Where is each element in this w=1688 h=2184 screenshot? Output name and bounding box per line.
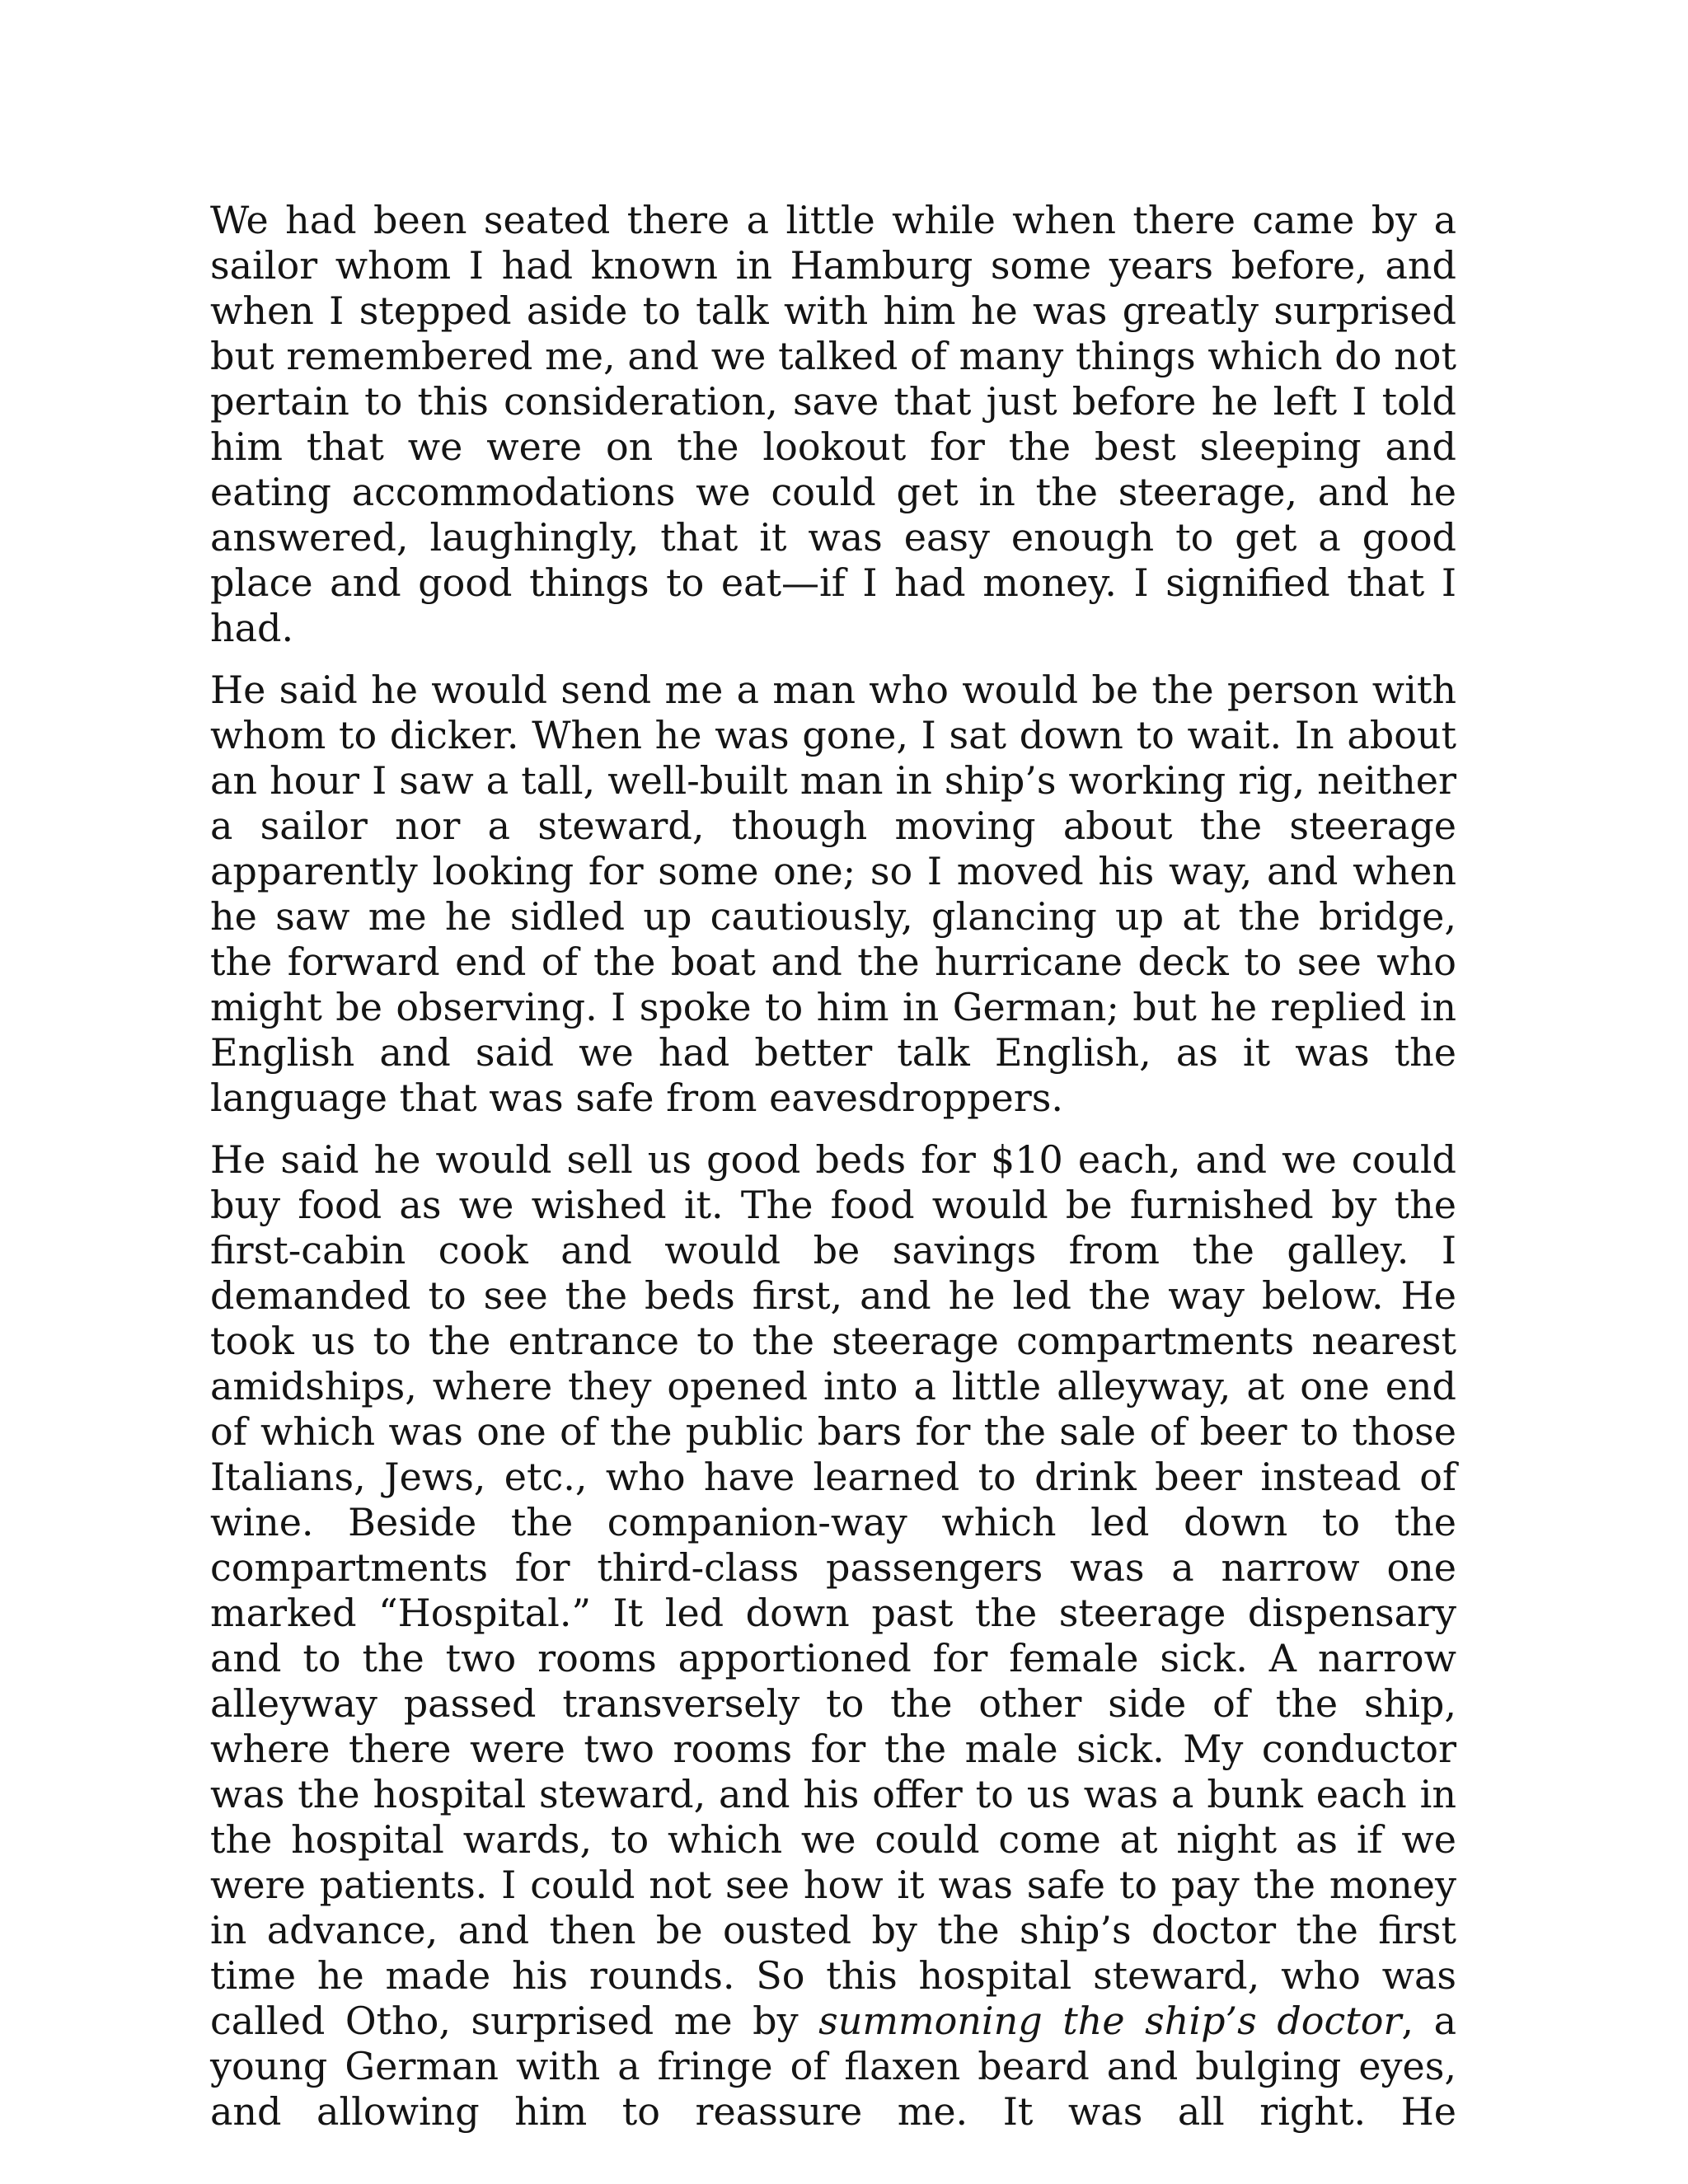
paragraph-3-text-before: He said he would sell us good beds for $10 each, and we could buy food as we wished it. The food would be furnished by the first-cabin cook and would be savings from the galley. I demanded to see the beds first, and he led the way below. He took us to the entrance to the steerage compartments nearest amidships, where they opened into a little alleyway, at one end of which was one of the public bars for the sale of beer to those Italians, Jews, etc., who have learned to drink beer instead of wine. Beside the companion-way which led down to the compartments for third-class passengers was a narrow one marked “Hospital.” It led down past the steerage dispensary and to the two rooms apportioned for female sick. A narrow alleyway passed transversely to the other side of the ship, where there were two rooms for the male sick. My conductor was the hospital steward, and his offer to us was a bunk each in the hospital wards, to which we could come at night as if we were patients. I could not see how it was safe to pay the money in advance, and then be ousted by the ship’s doctor the first time he made his rounds. So this hospital steward, who was called Otho, surprised me by: [210, 1137, 1456, 2043]
paragraph-3-italic-phrase: summoning the ship’s doctor: [818, 1999, 1402, 2043]
paragraph-2: He said he would send me a man who would be the person with whom to dicker. When he was gone, I sat down to wait. In about an hour I saw a tall, well-built man in ship’s working rig, neither a sailor nor a steward, though moving about the steerage apparently looking for some one; so I moved his way, and when he saw me he sidled up cautiously, glancing up at the bridge, the forward end of the boat and the hurricane deck to see who might be observing. I spoke to him in German; but he replied in English and said we had better talk English, as it was the language that was safe from eavesdroppers.: [210, 668, 1456, 1120]
paragraph-3-text-after: , a young German with a fringe of flaxen beard and bulging eyes, and allowing him to reassure me. It was all right. He: [210, 1999, 1457, 2134]
paragraph-1: We had been seated there a little while when there came by a sailor whom I had known in Hamburg some years before, and when I stepped aside to talk with him he was greatly surprised but remembered me, and we talked of many things which do not pertain to this consideration, save that just before he left I told him that we were on the lookout for the best sleeping and eating accommodations we could get in the steerage, and he answered, laughingly, that it was easy enough to get a good place and good things to eat—if I had money. I signified that I had.: [210, 198, 1456, 650]
document-page: [210, 198, 1456, 2151]
paragraph-3: [210, 1137, 1456, 2135]
